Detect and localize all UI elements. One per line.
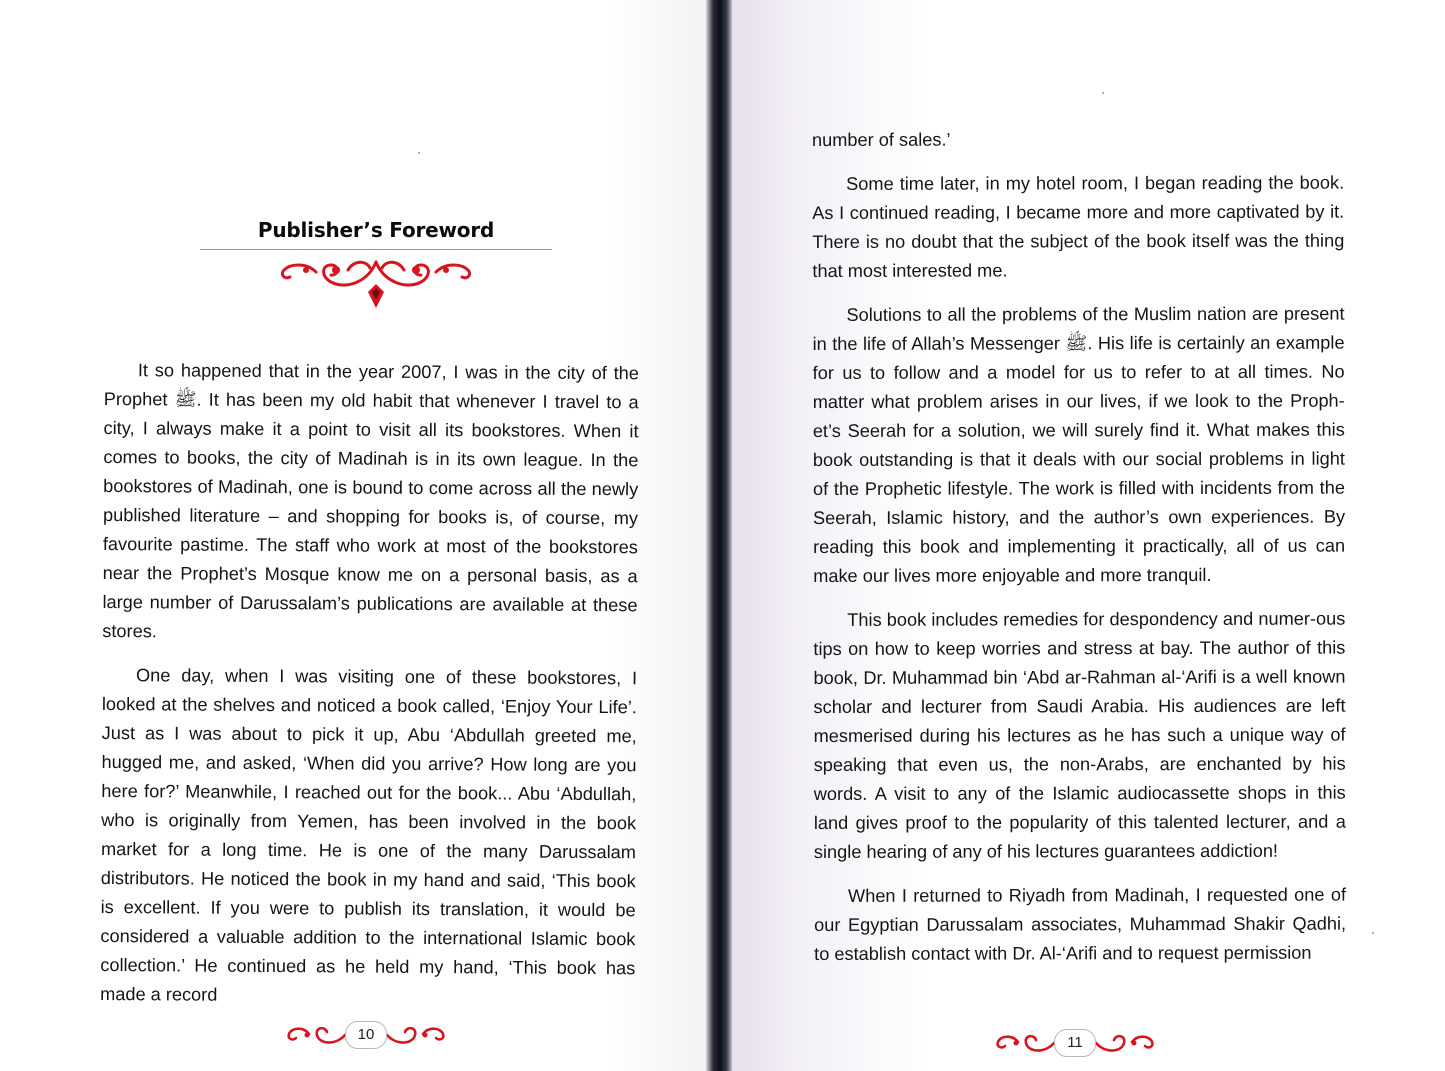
right-body-text xyxy=(812,125,1346,984)
paragraph: One day, when I was visiting one of these bookstores, I looked at the shelves and noticed a book called, ‘Enjoy Your Life’. Just as I was about to pick it up, Abu ‘Abdullah greeted me, hugged me, and asked, ‘When did you arrive? How long are you here for?’ Meanwhile, I reached out for the book... Abu ‘Abdullah, who is originally from Yemen, has been involved in the book market for a long time. He is one of the many Darussalam distributors. He noticed the book in my hand and said, ‘This book is excellent. If you were to publish its translation, it would be considered a valuable addition to the international Islamic book collection.’ He continued as he held my hand, ‘This book has made a record xyxy=(100,665,638,1005)
paper-speck xyxy=(418,152,420,154)
page-number: 10 xyxy=(345,1021,387,1049)
red-flourish-ornament-icon xyxy=(276,252,476,312)
page-footer-right xyxy=(994,1026,1156,1060)
paragraph: Solutions to all the problems of the Muslim nation are present in the life of Allah’s Messenger ﷺ. His life is certainly an example for us to follow and a model for us to refer to at all times. No matter what problem arises in our lives, if we look to the Proph-et’s Seerah for a solution, we will surely find it. What makes this book outstanding is that it deals with our social problems in light of the Prophetic lifestyle. The work is filled with incidents from the Seerah, Islamic history, and the author’s own experiences. By reading this book and implementing it practically, all of us can make our lives more enjoyable and more tranquil. xyxy=(812,303,1346,586)
heading-block xyxy=(200,218,552,250)
paragraph: When I returned to Riyadh from Madinah, I requested one of our Egyptian Darussalam associates, Muhammad Shakir Qadhi, to establish contact with Dr. Al-‘Arifi and to request permission xyxy=(814,884,1347,964)
paragraph: This book includes remedies for despondency and numer-ous tips on how to keep worries and stress at bay. The author of this book, Dr. Muhammad bin ‘Abd ar-Rahman al-‘Arifi is a well known scholar and lecturer from Saudi Arabia. His audiences are left mesmerised during his lectures as he has such a unique way of speaking that even us, the non-Arabs, are enchanted by his words. A visit to any of the Islamic audiocassette shops in this land gives proof to the popularity of this talented lecturer, and a single hearing of any of his lectures guarantees addiction! xyxy=(813,608,1346,862)
right-page xyxy=(732,0,1445,1071)
left-page xyxy=(0,0,706,1071)
paper-speck xyxy=(1372,932,1374,934)
paragraph: It so happened that in the year 2007, I was in the city of the Prophet ﷺ. It has been my old habit that whenever I travel to a city, I always make it a point to visit all its bookstores. When it comes to books, the city of Madinah is in its own league. In the bookstores of Madinah, one is bound to come across all the newly published literature – and shopping for books is, of course, my favourite pastime. The staff who work at most of the bookstores near the Prophet’s Mosque know me on a personal basis, as a large number of Darussalam’s publications are available at these stores. xyxy=(102,360,639,642)
paragraph: Some time later, in my hotel room, I began reading the book. As I continued reading, I became more and more captivated by it. There is no doubt that the subject of the book itself was the thing that most interested me. xyxy=(812,172,1345,281)
page-footer-left xyxy=(285,1018,447,1052)
page-title: Publisher’s Foreword xyxy=(257,218,495,242)
title-divider xyxy=(200,249,552,250)
paragraph: number of sales.’ xyxy=(812,129,951,150)
book-gutter xyxy=(706,0,732,1071)
paper-speck xyxy=(1102,92,1104,94)
left-body-text xyxy=(100,356,639,1027)
page-number: 11 xyxy=(1054,1029,1096,1057)
